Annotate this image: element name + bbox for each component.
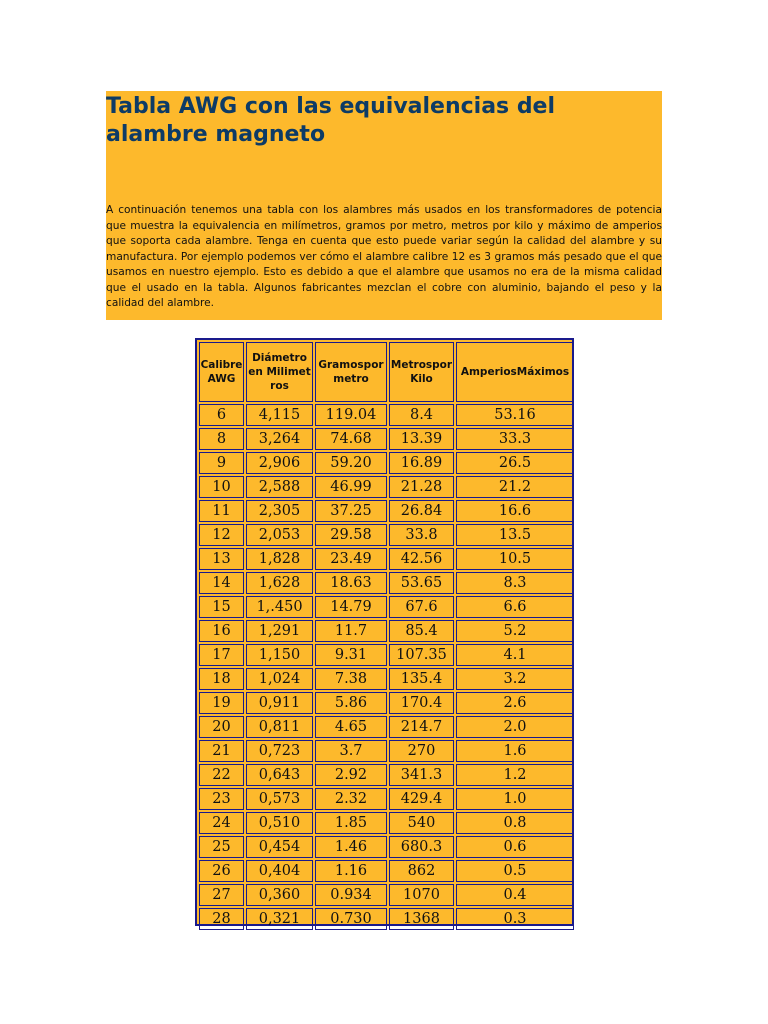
cell-diametro: 0,454 bbox=[246, 836, 313, 858]
cell-calibre: 6 bbox=[199, 404, 244, 426]
cell-metros: 341.3 bbox=[389, 764, 454, 786]
cell-metros: 26.84 bbox=[389, 500, 454, 522]
cell-diametro: 2,305 bbox=[246, 500, 313, 522]
cell-metros: 1368 bbox=[389, 908, 454, 930]
cell-calibre: 14 bbox=[199, 572, 244, 594]
table-row bbox=[199, 452, 574, 474]
table-row bbox=[199, 716, 574, 738]
cell-diametro: 0,811 bbox=[246, 716, 313, 738]
cell-calibre: 25 bbox=[199, 836, 244, 858]
cell-calibre: 11 bbox=[199, 500, 244, 522]
cell-calibre: 18 bbox=[199, 668, 244, 690]
cell-gramos: 1.85 bbox=[315, 812, 387, 834]
intro-paragraph: A continuación tenemos una tabla con los alambres más usados en los transformadores de potencia que muestra la equivalencia en milímetros, gramos por metro, metros por kilo y máximo de amperios que soporta cada alambre. Tenga en cuenta que esto puede variar según la calidad del alambre y su manufactura. Por ejemplo podemos ver cómo el alambre calibre 12 es 3 gramos más pesado que el que usamos en nuestro ejemplo. Esto es debido a que el alambre que usamos no era de la misma calidad que el usado en la tabla. Algunos fabricantes mezclan el cobre con aluminio, bajando el peso y la calidad del alambre. bbox=[106, 204, 662, 309]
cell-calibre: 15 bbox=[199, 596, 244, 618]
cell-amperios: 53.16 bbox=[456, 404, 574, 426]
table-row bbox=[199, 692, 574, 714]
table-row bbox=[199, 596, 574, 618]
cell-calibre: 8 bbox=[199, 428, 244, 450]
cell-gramos: 74.68 bbox=[315, 428, 387, 450]
table-row bbox=[199, 788, 574, 810]
cell-diametro: 1,150 bbox=[246, 644, 313, 666]
table-row bbox=[199, 524, 574, 546]
cell-calibre: 9 bbox=[199, 452, 244, 474]
cell-calibre: 17 bbox=[199, 644, 244, 666]
cell-metros: 270 bbox=[389, 740, 454, 762]
cell-gramos: 14.79 bbox=[315, 596, 387, 618]
cell-gramos: 5.86 bbox=[315, 692, 387, 714]
table-row bbox=[199, 548, 574, 570]
cell-diametro: 2,588 bbox=[246, 476, 313, 498]
header-gramos: Gramospor metro bbox=[315, 342, 387, 402]
cell-calibre: 28 bbox=[199, 908, 244, 930]
cell-gramos: 0.934 bbox=[315, 884, 387, 906]
cell-calibre: 12 bbox=[199, 524, 244, 546]
cell-amperios: 0.8 bbox=[456, 812, 574, 834]
cell-amperios: 13.5 bbox=[456, 524, 574, 546]
cell-metros: 170.4 bbox=[389, 692, 454, 714]
cell-amperios: 0.3 bbox=[456, 908, 574, 930]
cell-amperios: 3.2 bbox=[456, 668, 574, 690]
header-metros: Metrospor Kilo bbox=[389, 342, 454, 402]
cell-metros: 135.4 bbox=[389, 668, 454, 690]
table-row bbox=[199, 836, 574, 858]
cell-diametro: 1,628 bbox=[246, 572, 313, 594]
cell-gramos: 18.63 bbox=[315, 572, 387, 594]
table-row bbox=[199, 860, 574, 882]
cell-metros: 214.7 bbox=[389, 716, 454, 738]
cell-calibre: 20 bbox=[199, 716, 244, 738]
cell-gramos: 37.25 bbox=[315, 500, 387, 522]
cell-metros: 85.4 bbox=[389, 620, 454, 642]
table-row bbox=[199, 884, 574, 906]
cell-metros: 21.28 bbox=[389, 476, 454, 498]
table-row bbox=[199, 908, 574, 930]
cell-amperios: 1.6 bbox=[456, 740, 574, 762]
cell-diametro: 0,360 bbox=[246, 884, 313, 906]
cell-diametro: 3,264 bbox=[246, 428, 313, 450]
table-row bbox=[199, 476, 574, 498]
cell-diametro: 0,643 bbox=[246, 764, 313, 786]
table-row bbox=[199, 668, 574, 690]
cell-metros: 680.3 bbox=[389, 836, 454, 858]
cell-amperios: 0.4 bbox=[456, 884, 574, 906]
cell-amperios: 1.0 bbox=[456, 788, 574, 810]
cell-metros: 107.35 bbox=[389, 644, 454, 666]
header-diametro: Diámetro en Milimetros bbox=[246, 342, 313, 402]
cell-amperios: 21.2 bbox=[456, 476, 574, 498]
cell-diametro: 0,573 bbox=[246, 788, 313, 810]
cell-gramos: 23.49 bbox=[315, 548, 387, 570]
cell-amperios: 33.3 bbox=[456, 428, 574, 450]
cell-diametro: 0,911 bbox=[246, 692, 313, 714]
cell-gramos: 2.32 bbox=[315, 788, 387, 810]
cell-amperios: 0.5 bbox=[456, 860, 574, 882]
table-row bbox=[199, 428, 574, 450]
cell-diametro: 2,906 bbox=[246, 452, 313, 474]
cell-calibre: 24 bbox=[199, 812, 244, 834]
cell-diametro: 1,024 bbox=[246, 668, 313, 690]
cell-amperios: 26.5 bbox=[456, 452, 574, 474]
cell-calibre: 27 bbox=[199, 884, 244, 906]
cell-gramos: 1.16 bbox=[315, 860, 387, 882]
cell-diametro: 0,723 bbox=[246, 740, 313, 762]
cell-gramos: 11.7 bbox=[315, 620, 387, 642]
cell-gramos: 29.58 bbox=[315, 524, 387, 546]
cell-calibre: 16 bbox=[199, 620, 244, 642]
table-row bbox=[199, 812, 574, 834]
table-row bbox=[199, 740, 574, 762]
cell-diametro: 0,321 bbox=[246, 908, 313, 930]
cell-amperios: 2.6 bbox=[456, 692, 574, 714]
table-row bbox=[199, 404, 574, 426]
cell-metros: 13.39 bbox=[389, 428, 454, 450]
cell-gramos: 0.730 bbox=[315, 908, 387, 930]
table-body bbox=[199, 404, 574, 930]
cell-gramos: 7.38 bbox=[315, 668, 387, 690]
intro-banner bbox=[106, 91, 662, 320]
cell-metros: 862 bbox=[389, 860, 454, 882]
cell-diametro: 0,404 bbox=[246, 860, 313, 882]
cell-calibre: 21 bbox=[199, 740, 244, 762]
page-title: Tabla AWG con las equivalencias del alambre magneto bbox=[106, 94, 556, 147]
cell-gramos: 2.92 bbox=[315, 764, 387, 786]
cell-gramos: 119.04 bbox=[315, 404, 387, 426]
cell-calibre: 10 bbox=[199, 476, 244, 498]
cell-gramos: 3.7 bbox=[315, 740, 387, 762]
cell-diametro: 1,828 bbox=[246, 548, 313, 570]
cell-gramos: 46.99 bbox=[315, 476, 387, 498]
cell-amperios: 0.6 bbox=[456, 836, 574, 858]
cell-metros: 33.8 bbox=[389, 524, 454, 546]
cell-calibre: 19 bbox=[199, 692, 244, 714]
cell-metros: 42.56 bbox=[389, 548, 454, 570]
header-amperios: AmperiosMáximos bbox=[456, 342, 574, 402]
header-calibre: Calibre AWG bbox=[199, 342, 244, 402]
table-row bbox=[199, 644, 574, 666]
cell-metros: 16.89 bbox=[389, 452, 454, 474]
cell-amperios: 4.1 bbox=[456, 644, 574, 666]
cell-amperios: 2.0 bbox=[456, 716, 574, 738]
table-row bbox=[199, 620, 574, 642]
cell-amperios: 1.2 bbox=[456, 764, 574, 786]
cell-metros: 540 bbox=[389, 812, 454, 834]
cell-diametro: 1,.450 bbox=[246, 596, 313, 618]
cell-metros: 1070 bbox=[389, 884, 454, 906]
awg-table-container bbox=[195, 338, 574, 926]
cell-amperios: 16.6 bbox=[456, 500, 574, 522]
table-row bbox=[199, 764, 574, 786]
cell-metros: 429.4 bbox=[389, 788, 454, 810]
cell-gramos: 59.20 bbox=[315, 452, 387, 474]
cell-gramos: 4.65 bbox=[315, 716, 387, 738]
cell-amperios: 10.5 bbox=[456, 548, 574, 570]
cell-calibre: 22 bbox=[199, 764, 244, 786]
cell-gramos: 1.46 bbox=[315, 836, 387, 858]
cell-calibre: 13 bbox=[199, 548, 244, 570]
cell-diametro: 2,053 bbox=[246, 524, 313, 546]
table-row bbox=[199, 572, 574, 594]
cell-metros: 53.65 bbox=[389, 572, 454, 594]
cell-metros: 8.4 bbox=[389, 404, 454, 426]
cell-diametro: 0,510 bbox=[246, 812, 313, 834]
awg-table bbox=[197, 340, 576, 932]
cell-amperios: 8.3 bbox=[456, 572, 574, 594]
cell-gramos: 9.31 bbox=[315, 644, 387, 666]
cell-amperios: 5.2 bbox=[456, 620, 574, 642]
cell-amperios: 6.6 bbox=[456, 596, 574, 618]
cell-diametro: 1,291 bbox=[246, 620, 313, 642]
cell-diametro: 4,115 bbox=[246, 404, 313, 426]
cell-metros: 67.6 bbox=[389, 596, 454, 618]
table-row bbox=[199, 500, 574, 522]
cell-calibre: 26 bbox=[199, 860, 244, 882]
cell-calibre: 23 bbox=[199, 788, 244, 810]
table-header-row bbox=[199, 342, 574, 402]
